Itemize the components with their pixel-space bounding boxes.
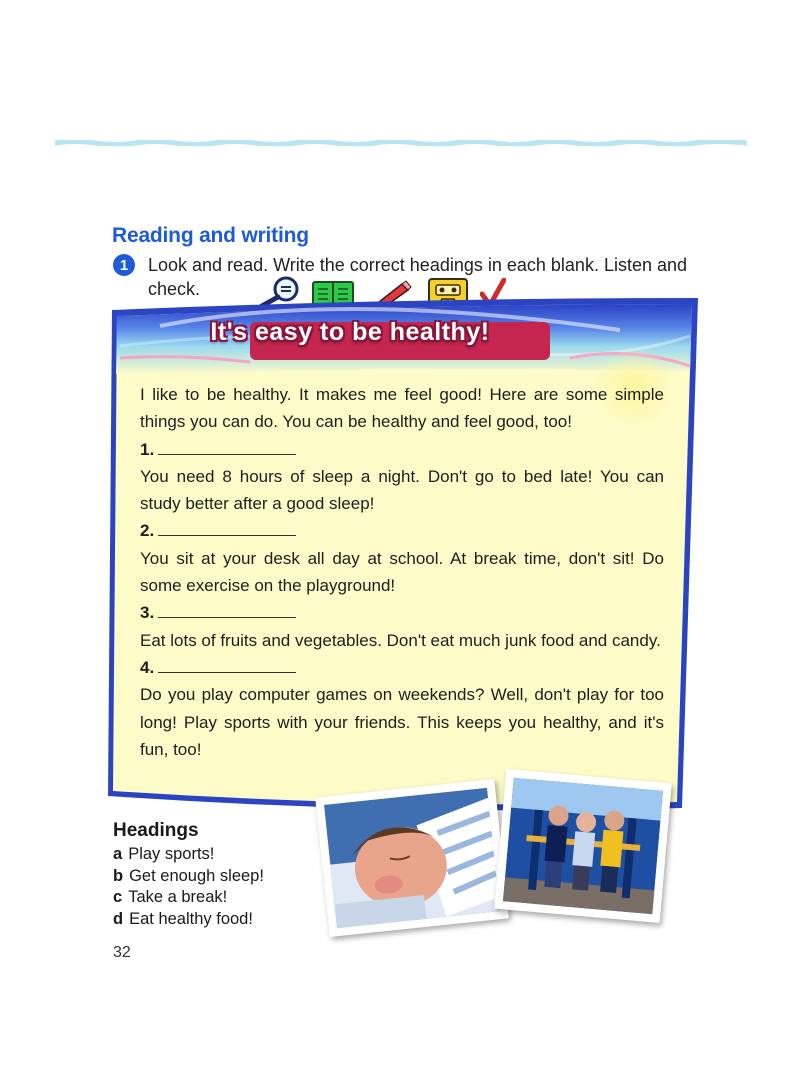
headings-box — [113, 820, 264, 930]
option-text: Play sports! — [128, 845, 215, 863]
heading-option-b — [113, 866, 264, 888]
passage-title: It's easy to be healthy! — [210, 318, 490, 346]
headings-title: Headings — [113, 820, 199, 841]
sleeping-boy-photo — [315, 779, 509, 937]
passage-item-2 — [140, 517, 664, 599]
item-number: 2. — [140, 521, 155, 541]
item-text: Do you play computer games on weekends? Well, don't play for too long! Play sports with your friends. This keeps you healthy, and it's fun, too! — [140, 685, 664, 759]
option-text: Eat healthy food! — [129, 909, 253, 928]
headings-list — [113, 844, 264, 930]
passage-item-1 — [140, 436, 664, 518]
passage-item-3 — [140, 599, 664, 654]
answer-blank[interactable] — [158, 658, 296, 673]
heading-option-d — [113, 909, 264, 931]
option-letter: c — [113, 888, 123, 906]
answer-blank[interactable] — [158, 603, 296, 618]
item-text: You need 8 hours of sleep a night. Don't go to bed late! You can study better after a good sleep! — [140, 466, 664, 514]
option-letter: d — [113, 909, 124, 928]
option-text: Take a break! — [128, 888, 228, 906]
item-number: 1. — [140, 439, 155, 459]
item-text: You sit at your desk all day at school. At break time, don't sit! Do some exercise on the playground! — [140, 548, 664, 596]
top-divider — [55, 140, 747, 146]
heading-option-c — [113, 887, 264, 909]
friends-playground-photo — [494, 769, 672, 923]
option-letter: a — [113, 845, 123, 863]
answer-blank[interactable] — [158, 440, 296, 455]
page-number: 32 — [113, 944, 131, 961]
heading-option-a — [113, 844, 264, 866]
exercise-instruction: Look and read. Write the correct headings in each blank. Listen and check. — [148, 255, 688, 299]
option-letter: b — [113, 866, 124, 885]
option-text: Get enough sleep! — [129, 866, 264, 885]
item-number: 4. — [140, 657, 155, 677]
passage-intro: I like to be healthy. It makes me feel good! Here are some simple things you can do. You can be healthy and feel good, too! — [140, 385, 664, 432]
item-text: Eat lots of fruits and vegetables. Don't eat much junk food and candy. — [140, 630, 661, 650]
answer-blank[interactable] — [158, 521, 296, 536]
exercise-number-badge: 1 — [113, 254, 135, 276]
item-number: 3. — [140, 603, 155, 623]
passage-item-4 — [140, 654, 664, 763]
passage-body — [140, 381, 664, 763]
section-title: Reading and writing — [112, 224, 309, 247]
